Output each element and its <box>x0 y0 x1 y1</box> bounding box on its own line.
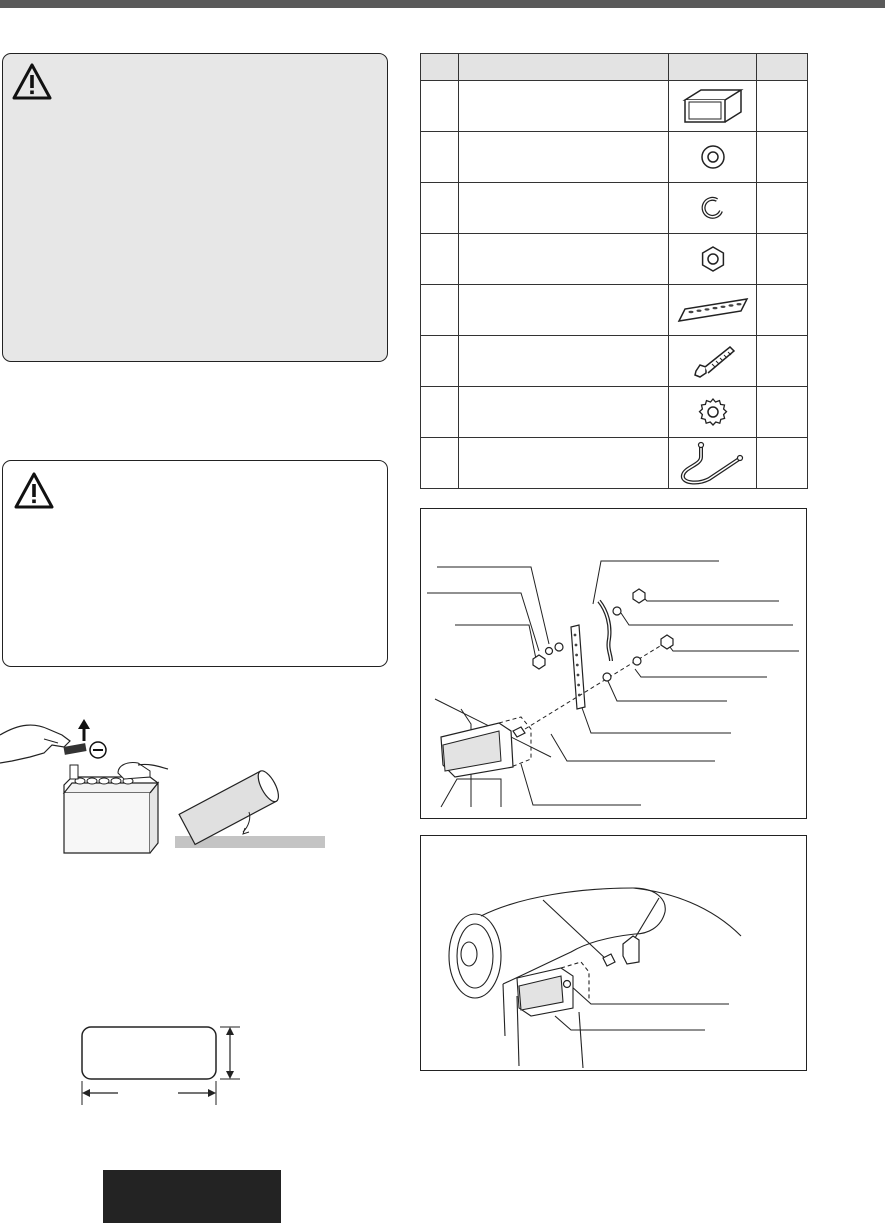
hex-nut-icon <box>698 244 728 274</box>
dashboard-mount-panel <box>420 835 807 1071</box>
part-no <box>421 183 459 234</box>
table-row <box>421 438 808 489</box>
warning-triangle-icon <box>12 63 52 101</box>
part-no <box>421 387 459 438</box>
part-name <box>459 387 669 438</box>
part-qty <box>757 81 808 132</box>
warning-triangle-icon <box>14 472 54 510</box>
part-name <box>459 285 669 336</box>
battery-disconnect-illustration <box>0 715 170 860</box>
warning-box <box>2 53 388 362</box>
supplied-parts-table <box>420 53 808 489</box>
removal-key-icon <box>675 441 751 485</box>
part-no <box>421 81 459 132</box>
part-name <box>459 81 669 132</box>
table-row <box>421 132 808 183</box>
flat-washer-icon <box>698 142 728 172</box>
rear-support-installation-diagram <box>421 509 805 817</box>
mounting-bolt-icon <box>688 341 738 381</box>
part-qty <box>757 234 808 285</box>
table-row <box>421 285 808 336</box>
part-name <box>459 234 669 285</box>
top-bar <box>0 0 885 8</box>
part-no <box>421 336 459 387</box>
col-header-no <box>421 54 459 81</box>
caution-box <box>2 460 388 667</box>
col-header-name <box>459 54 669 81</box>
part-name <box>459 336 669 387</box>
col-header-qty <box>757 54 808 81</box>
mounting-collar-icon <box>681 84 745 128</box>
spring-washer-icon <box>698 193 728 223</box>
part-no <box>421 438 459 489</box>
part-qty <box>757 183 808 234</box>
mounting-angle-illustration <box>175 760 330 852</box>
part-qty <box>757 285 808 336</box>
table-row <box>421 183 808 234</box>
part-no <box>421 285 459 336</box>
page-footer-block <box>103 1170 281 1223</box>
dashboard-installation-diagram <box>421 836 805 1069</box>
table-row <box>421 234 808 285</box>
table-header-row <box>421 54 808 81</box>
part-name <box>459 438 669 489</box>
part-qty <box>757 336 808 387</box>
table-row <box>421 81 808 132</box>
opening-dimensions-diagram <box>78 1023 248 1108</box>
table-row <box>421 387 808 438</box>
part-qty <box>757 132 808 183</box>
part-name <box>459 183 669 234</box>
table-row <box>421 336 808 387</box>
part-no <box>421 132 459 183</box>
rear-support-panel <box>420 508 807 819</box>
part-qty <box>757 387 808 438</box>
part-no <box>421 234 459 285</box>
toothed-lock-washer-icon <box>697 396 729 428</box>
col-header-figure <box>669 54 757 81</box>
part-name <box>459 132 669 183</box>
mounting-strap-icon <box>675 295 751 325</box>
part-qty <box>757 438 808 489</box>
